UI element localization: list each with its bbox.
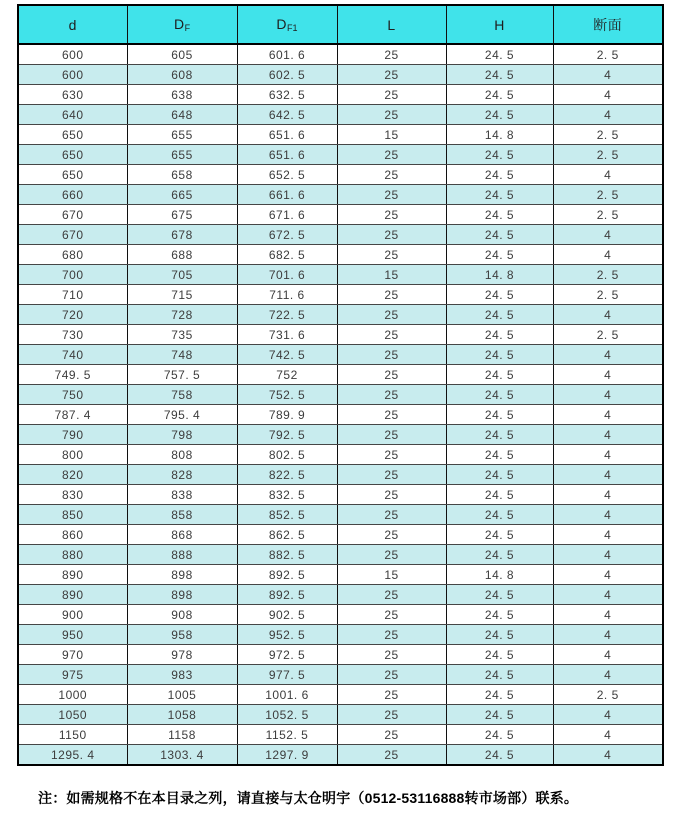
cell-l: 25 <box>337 605 446 625</box>
table-row <box>18 505 663 525</box>
cell-df1: 711. 6 <box>237 285 337 305</box>
cell-df: 888 <box>127 545 237 565</box>
cell-h: 14. 8 <box>446 565 553 585</box>
column-header-duanmian <box>553 5 663 44</box>
table-row <box>18 285 663 305</box>
cell-duanmian: 2. 5 <box>553 125 663 145</box>
cell-d: 975 <box>18 665 127 685</box>
cell-l: 25 <box>337 245 446 265</box>
cell-df: 795. 4 <box>127 405 237 425</box>
table-row <box>18 325 663 345</box>
cell-l: 25 <box>337 185 446 205</box>
table-row <box>18 85 663 105</box>
cell-df1: 822. 5 <box>237 465 337 485</box>
cell-h: 14. 8 <box>446 125 553 145</box>
cell-df1: 892. 5 <box>237 585 337 605</box>
cell-duanmian: 4 <box>553 745 663 766</box>
cell-l: 25 <box>337 345 446 365</box>
cell-df1: 1152. 5 <box>237 725 337 745</box>
cell-df1: 742. 5 <box>237 345 337 365</box>
cell-d: 1000 <box>18 685 127 705</box>
cell-df: 898 <box>127 565 237 585</box>
cell-df: 758 <box>127 385 237 405</box>
cell-d: 650 <box>18 165 127 185</box>
cell-duanmian: 2. 5 <box>553 145 663 165</box>
cell-df: 798 <box>127 425 237 445</box>
cell-h: 24. 5 <box>446 525 553 545</box>
cell-l: 25 <box>337 165 446 185</box>
cell-df: 675 <box>127 205 237 225</box>
cell-df: 958 <box>127 625 237 645</box>
cell-d: 890 <box>18 565 127 585</box>
cell-df1: 651. 6 <box>237 125 337 145</box>
cell-df1: 789. 9 <box>237 405 337 425</box>
cell-l: 25 <box>337 365 446 385</box>
cell-d: 680 <box>18 245 127 265</box>
cell-df: 605 <box>127 44 237 65</box>
cell-l: 25 <box>337 405 446 425</box>
cell-l: 15 <box>337 565 446 585</box>
cell-d: 600 <box>18 65 127 85</box>
cell-d: 749. 5 <box>18 365 127 385</box>
table-row <box>18 265 663 285</box>
cell-d: 670 <box>18 225 127 245</box>
cell-l: 25 <box>337 505 446 525</box>
cell-h: 24. 5 <box>446 365 553 385</box>
cell-d: 640 <box>18 105 127 125</box>
cell-l: 25 <box>337 325 446 345</box>
cell-df1: 892. 5 <box>237 565 337 585</box>
cell-d: 650 <box>18 145 127 165</box>
cell-df: 858 <box>127 505 237 525</box>
cell-duanmian: 2. 5 <box>553 285 663 305</box>
cell-df1: 722. 5 <box>237 305 337 325</box>
table-row <box>18 185 663 205</box>
cell-d: 750 <box>18 385 127 405</box>
cell-l: 25 <box>337 745 446 766</box>
cell-l: 25 <box>337 685 446 705</box>
cell-h: 24. 5 <box>446 145 553 165</box>
cell-h: 24. 5 <box>446 65 553 85</box>
cell-duanmian: 2. 5 <box>553 205 663 225</box>
cell-duanmian: 4 <box>553 605 663 625</box>
cell-df: 838 <box>127 485 237 505</box>
cell-h: 24. 5 <box>446 625 553 645</box>
cell-df1: 671. 6 <box>237 205 337 225</box>
cell-duanmian: 4 <box>553 665 663 685</box>
table-row <box>18 665 663 685</box>
cell-duanmian: 4 <box>553 565 663 585</box>
column-header-label: d <box>68 16 77 33</box>
cell-h: 24. 5 <box>446 425 553 445</box>
cell-h: 24. 5 <box>446 405 553 425</box>
cell-h: 24. 5 <box>446 205 553 225</box>
cell-d: 740 <box>18 345 127 365</box>
cell-duanmian: 2. 5 <box>553 185 663 205</box>
column-header-d <box>18 5 127 44</box>
cell-df: 678 <box>127 225 237 245</box>
cell-df: 688 <box>127 245 237 265</box>
cell-h: 14. 8 <box>446 265 553 285</box>
cell-df: 648 <box>127 105 237 125</box>
cell-df: 908 <box>127 605 237 625</box>
cell-l: 25 <box>337 645 446 665</box>
flange-spec-table <box>17 4 664 766</box>
cell-l: 25 <box>337 525 446 545</box>
cell-l: 25 <box>337 485 446 505</box>
table-row <box>18 705 663 725</box>
column-header-label: D <box>173 16 185 32</box>
cell-df1: 642. 5 <box>237 105 337 125</box>
cell-h: 24. 5 <box>446 305 553 325</box>
cell-df1: 731. 6 <box>237 325 337 345</box>
cell-df: 748 <box>127 345 237 365</box>
cell-duanmian: 4 <box>553 445 663 465</box>
cell-d: 1050 <box>18 705 127 725</box>
table-row <box>18 205 663 225</box>
cell-d: 900 <box>18 605 127 625</box>
cell-d: 830 <box>18 485 127 505</box>
cell-h: 24. 5 <box>446 225 553 245</box>
cell-duanmian: 4 <box>553 385 663 405</box>
cell-d: 970 <box>18 645 127 665</box>
cell-duanmian: 4 <box>553 65 663 85</box>
table-row <box>18 445 663 465</box>
cell-df: 828 <box>127 465 237 485</box>
cell-duanmian: 4 <box>553 345 663 365</box>
cell-h: 24. 5 <box>446 665 553 685</box>
table-row <box>18 44 663 65</box>
table-row <box>18 565 663 585</box>
cell-df1: 601. 6 <box>237 44 337 65</box>
cell-duanmian: 4 <box>553 105 663 125</box>
cell-l: 15 <box>337 265 446 285</box>
cell-d: 730 <box>18 325 127 345</box>
cell-d: 800 <box>18 445 127 465</box>
table-row <box>18 465 663 485</box>
cell-df: 1058 <box>127 705 237 725</box>
cell-d: 880 <box>18 545 127 565</box>
cell-df: 1005 <box>127 685 237 705</box>
table-row <box>18 485 663 505</box>
table-row <box>18 165 663 185</box>
table-row <box>18 425 663 445</box>
cell-df1: 682. 5 <box>237 245 337 265</box>
cell-duanmian: 4 <box>553 545 663 565</box>
cell-df: 705 <box>127 265 237 285</box>
cell-l: 25 <box>337 44 446 65</box>
cell-d: 790 <box>18 425 127 445</box>
cell-d: 1150 <box>18 725 127 745</box>
cell-df1: 672. 5 <box>237 225 337 245</box>
cell-duanmian: 4 <box>553 405 663 425</box>
table-row <box>18 725 663 745</box>
cell-d: 700 <box>18 265 127 285</box>
cell-d: 890 <box>18 585 127 605</box>
cell-h: 24. 5 <box>446 285 553 305</box>
cell-df1: 1052. 5 <box>237 705 337 725</box>
cell-df: 1303. 4 <box>127 745 237 766</box>
cell-df1: 952. 5 <box>237 625 337 645</box>
cell-duanmian: 4 <box>553 645 663 665</box>
column-header-df <box>127 5 237 44</box>
footer-note: 注：如需规格不在本目录之列，请直接与太仓明宇（0512-53116888转市场部）联系。 <box>38 790 579 806</box>
cell-h: 24. 5 <box>446 445 553 465</box>
cell-duanmian: 4 <box>553 505 663 525</box>
cell-duanmian: 4 <box>553 165 663 185</box>
cell-df: 898 <box>127 585 237 605</box>
cell-duanmian: 4 <box>553 485 663 505</box>
table-row <box>18 65 663 85</box>
column-header-label: D <box>276 16 288 32</box>
cell-df: 658 <box>127 165 237 185</box>
cell-df1: 652. 5 <box>237 165 337 185</box>
table-row <box>18 745 663 766</box>
table-row <box>18 345 663 365</box>
cell-l: 25 <box>337 425 446 445</box>
cell-h: 24. 5 <box>446 605 553 625</box>
cell-l: 25 <box>337 305 446 325</box>
cell-d: 650 <box>18 125 127 145</box>
cell-df1: 701. 6 <box>237 265 337 285</box>
column-header-label: H <box>494 16 505 33</box>
cell-duanmian: 2. 5 <box>553 44 663 65</box>
table-row <box>18 625 663 645</box>
cell-h: 24. 5 <box>446 44 553 65</box>
cell-duanmian: 4 <box>553 465 663 485</box>
cell-df1: 752. 5 <box>237 385 337 405</box>
cell-d: 670 <box>18 205 127 225</box>
cell-df: 808 <box>127 445 237 465</box>
cell-d: 950 <box>18 625 127 645</box>
cell-h: 24. 5 <box>446 705 553 725</box>
cell-df1: 832. 5 <box>237 485 337 505</box>
cell-df: 655 <box>127 125 237 145</box>
cell-h: 24. 5 <box>446 685 553 705</box>
cell-duanmian: 4 <box>553 365 663 385</box>
cell-d: 710 <box>18 285 127 305</box>
cell-h: 24. 5 <box>446 485 553 505</box>
cell-df1: 862. 5 <box>237 525 337 545</box>
cell-h: 24. 5 <box>446 385 553 405</box>
header-row <box>18 5 663 44</box>
cell-duanmian: 2. 5 <box>553 325 663 345</box>
column-header-label: 断面 <box>593 16 623 33</box>
cell-h: 24. 5 <box>446 245 553 265</box>
cell-df1: 1001. 6 <box>237 685 337 705</box>
cell-d: 860 <box>18 525 127 545</box>
cell-h: 24. 5 <box>446 105 553 125</box>
cell-df1: 792. 5 <box>237 425 337 445</box>
column-header-l <box>337 5 446 44</box>
cell-df: 665 <box>127 185 237 205</box>
cell-l: 25 <box>337 725 446 745</box>
table-row <box>18 385 663 405</box>
cell-l: 25 <box>337 625 446 645</box>
spec-table-header <box>18 5 663 44</box>
cell-l: 25 <box>337 65 446 85</box>
cell-duanmian: 4 <box>553 225 663 245</box>
cell-h: 24. 5 <box>446 85 553 105</box>
cell-h: 24. 5 <box>446 165 553 185</box>
table-row <box>18 645 663 665</box>
column-header-subscript: F1 <box>287 23 298 33</box>
cell-l: 25 <box>337 285 446 305</box>
table-row <box>18 145 663 165</box>
cell-l: 25 <box>337 665 446 685</box>
cell-l: 25 <box>337 705 446 725</box>
cell-h: 24. 5 <box>446 465 553 485</box>
cell-h: 24. 5 <box>446 325 553 345</box>
table-row <box>18 125 663 145</box>
cell-h: 24. 5 <box>446 645 553 665</box>
cell-duanmian: 4 <box>553 525 663 545</box>
table-row <box>18 545 663 565</box>
cell-duanmian: 4 <box>553 245 663 265</box>
cell-h: 24. 5 <box>446 545 553 565</box>
cell-df: 728 <box>127 305 237 325</box>
cell-df1: 602. 5 <box>237 65 337 85</box>
cell-df1: 802. 5 <box>237 445 337 465</box>
column-header-subscript: F <box>184 23 191 33</box>
cell-d: 787. 4 <box>18 405 127 425</box>
cell-df1: 882. 5 <box>237 545 337 565</box>
table-row <box>18 405 663 425</box>
cell-duanmian: 2. 5 <box>553 265 663 285</box>
cell-duanmian: 4 <box>553 725 663 745</box>
cell-df1: 752 <box>237 365 337 385</box>
column-header-h <box>446 5 553 44</box>
cell-duanmian: 4 <box>553 625 663 645</box>
cell-h: 24. 5 <box>446 725 553 745</box>
cell-h: 24. 5 <box>446 185 553 205</box>
cell-h: 24. 5 <box>446 745 553 766</box>
cell-df1: 977. 5 <box>237 665 337 685</box>
table-row <box>18 105 663 125</box>
cell-duanmian: 4 <box>553 705 663 725</box>
spec-table-body <box>18 44 663 765</box>
cell-df1: 661. 6 <box>237 185 337 205</box>
cell-df: 1158 <box>127 725 237 745</box>
cell-df: 655 <box>127 145 237 165</box>
cell-h: 24. 5 <box>446 585 553 605</box>
cell-l: 25 <box>337 465 446 485</box>
cell-duanmian: 2. 5 <box>553 685 663 705</box>
cell-d: 630 <box>18 85 127 105</box>
cell-l: 25 <box>337 85 446 105</box>
cell-df1: 852. 5 <box>237 505 337 525</box>
cell-df1: 1297. 9 <box>237 745 337 766</box>
cell-duanmian: 4 <box>553 85 663 105</box>
table-row <box>18 225 663 245</box>
cell-df: 978 <box>127 645 237 665</box>
cell-d: 850 <box>18 505 127 525</box>
cell-duanmian: 4 <box>553 585 663 605</box>
cell-d: 720 <box>18 305 127 325</box>
cell-df: 868 <box>127 525 237 545</box>
cell-h: 24. 5 <box>446 505 553 525</box>
cell-df: 638 <box>127 85 237 105</box>
cell-d: 660 <box>18 185 127 205</box>
cell-l: 25 <box>337 105 446 125</box>
cell-l: 25 <box>337 145 446 165</box>
column-header-label: L <box>387 16 396 33</box>
cell-d: 1295. 4 <box>18 745 127 766</box>
cell-l: 15 <box>337 125 446 145</box>
cell-h: 24. 5 <box>446 345 553 365</box>
table-row <box>18 685 663 705</box>
cell-df: 608 <box>127 65 237 85</box>
cell-d: 600 <box>18 44 127 65</box>
cell-l: 25 <box>337 385 446 405</box>
cell-df: 983 <box>127 665 237 685</box>
cell-df1: 651. 6 <box>237 145 337 165</box>
table-row <box>18 605 663 625</box>
table-row <box>18 305 663 325</box>
table-row <box>18 245 663 265</box>
cell-l: 25 <box>337 225 446 245</box>
cell-l: 25 <box>337 545 446 565</box>
cell-df1: 972. 5 <box>237 645 337 665</box>
column-header-df1 <box>237 5 337 44</box>
table-row <box>18 525 663 545</box>
cell-df: 715 <box>127 285 237 305</box>
cell-d: 820 <box>18 465 127 485</box>
cell-l: 25 <box>337 445 446 465</box>
cell-duanmian: 4 <box>553 425 663 445</box>
table-row <box>18 585 663 605</box>
cell-duanmian: 4 <box>553 305 663 325</box>
cell-df1: 632. 5 <box>237 85 337 105</box>
cell-l: 25 <box>337 205 446 225</box>
cell-l: 25 <box>337 585 446 605</box>
cell-df1: 902. 5 <box>237 605 337 625</box>
cell-df: 757. 5 <box>127 365 237 385</box>
cell-df: 735 <box>127 325 237 345</box>
table-row <box>18 365 663 385</box>
